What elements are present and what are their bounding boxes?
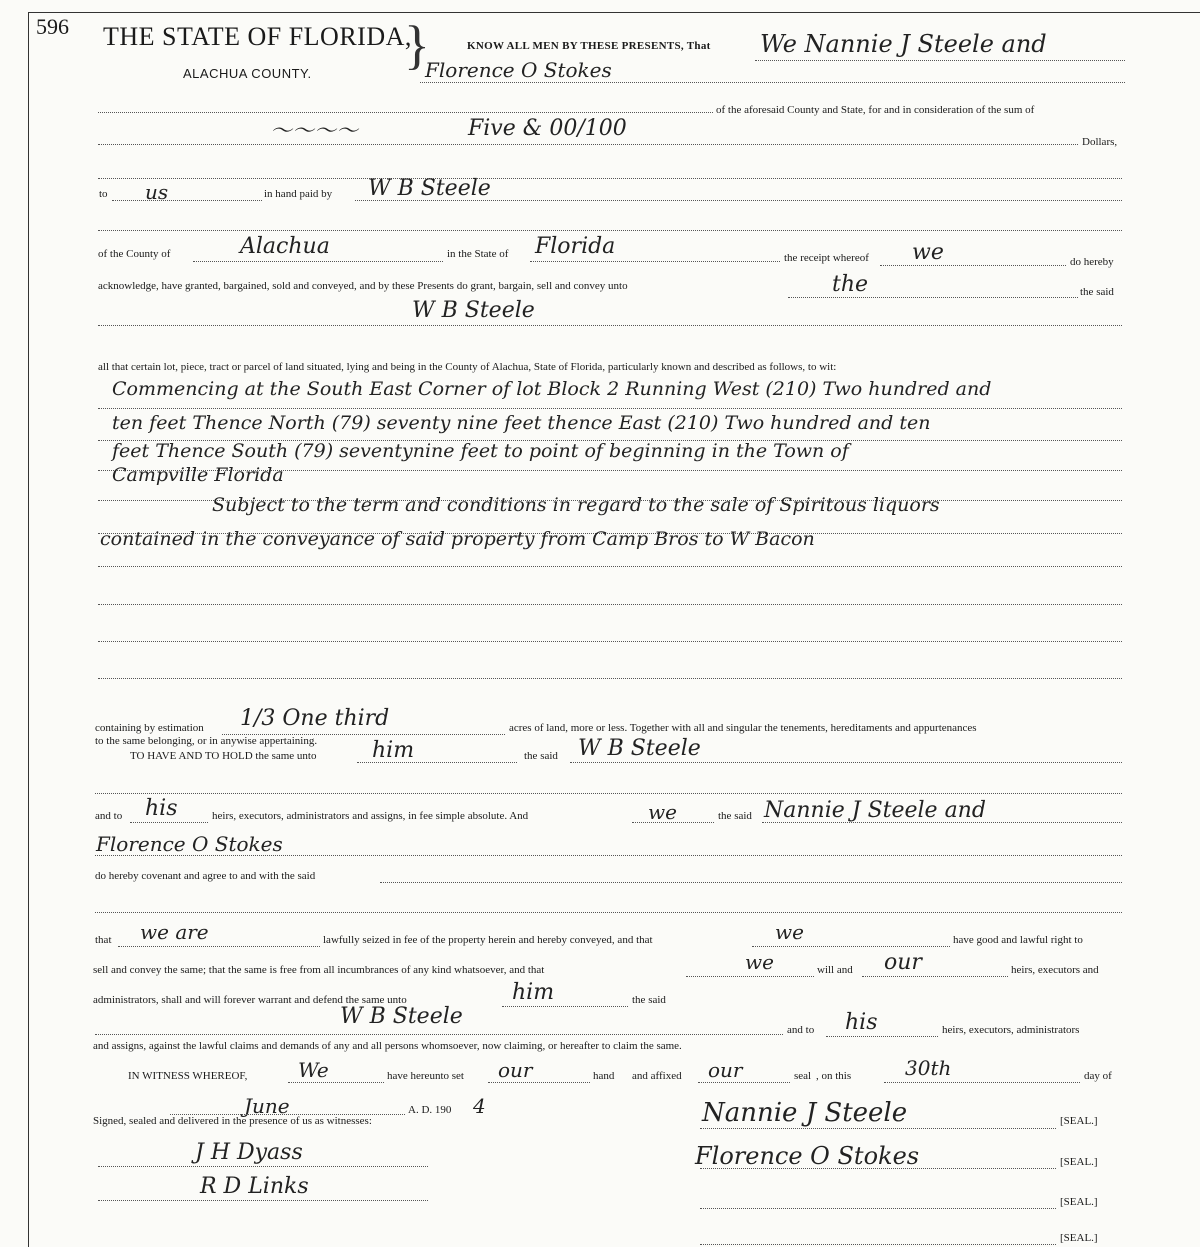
heirs-executors-label: heirs, executors and	[1011, 964, 1099, 976]
seized-we-handwritten: we	[775, 920, 804, 944]
witness-we-handwritten: We	[298, 1058, 329, 1082]
rule	[288, 1082, 384, 1083]
rule	[380, 882, 1122, 883]
habendum-label: TO HAVE AND TO HOLD the same unto	[130, 750, 317, 762]
sum-handwritten: Five & 00/100	[468, 116, 627, 141]
receipt-handwritten: we	[912, 240, 944, 265]
estimation-label: containing by estimation	[95, 722, 204, 734]
witness-our2-handwritten: our	[708, 1058, 743, 1082]
rule	[755, 60, 1125, 61]
rule	[98, 408, 1122, 409]
seal-2: [SEAL.]	[1060, 1156, 1098, 1168]
know-all-men-text: KNOW ALL MEN BY THESE PRESENTS, That	[467, 40, 711, 52]
seized-text: lawfully seized in fee of the property herein and hereby conveyed, and that	[323, 934, 653, 946]
and-to-label: and to	[95, 810, 123, 822]
grantors-handwritten-1: We Nannie J Steele and	[760, 30, 1047, 58]
to-handwritten: us	[145, 180, 169, 204]
rule	[130, 822, 208, 823]
habendum-unto-handwritten: him	[372, 738, 415, 763]
grant-text: acknowledge, have granted, bargained, sold and conveyed, and by these Presents do grant, bargain, sell and convey unto	[98, 280, 628, 292]
warrant-him-handwritten: him	[512, 980, 555, 1005]
rule	[98, 178, 1122, 179]
state-of-label: in the State of	[447, 248, 509, 260]
rule	[95, 855, 1122, 856]
signature-1: Nannie J Steele	[702, 1098, 908, 1128]
seized-we-are-handwritten: we are	[140, 920, 209, 944]
heirs-his-handwritten: his	[145, 796, 178, 821]
rule	[700, 1244, 1056, 1245]
will-and-label: will and	[817, 964, 853, 976]
rule	[530, 261, 780, 262]
paid-by-label: in hand paid by	[264, 188, 333, 200]
ad-label: A. D. 190	[408, 1104, 452, 1116]
rule	[98, 112, 713, 113]
witness-month-handwritten: June	[244, 1094, 290, 1118]
paid-by-handwritten: W B Steele	[368, 176, 491, 201]
rule	[98, 230, 1122, 231]
warrant-his-handwritten: his	[845, 1010, 878, 1035]
affixed-label: and affixed	[632, 1070, 682, 1082]
signed-sealed-text: Signed, sealed and delivered in the presence of us as witnesses:	[93, 1115, 372, 1127]
appurtenances-text: to the same belonging, or in anywise appertaining.	[95, 735, 318, 747]
rule	[98, 1200, 428, 1201]
estimation-handwritten: 1/3 One third	[240, 706, 390, 731]
description-line-1: Commencing at the South East Corner of lot Block 2 Running West (210) Two hundred and	[112, 378, 992, 400]
rule	[700, 1208, 1056, 1209]
unto-handwritten: the	[832, 272, 869, 297]
warrant-text: administrators, shall and will forever warrant and defend the same unto	[93, 994, 407, 1006]
witness-signature-2: R D Links	[200, 1174, 309, 1199]
habendum-the-said: the said	[524, 750, 558, 762]
rule	[98, 641, 1122, 642]
rule	[700, 1168, 1056, 1169]
habendum-name-handwritten: W B Steele	[578, 736, 701, 761]
dollars-label: Dollars,	[1082, 136, 1118, 148]
heirs-we-handwritten: we	[648, 800, 677, 824]
heirs-names-handwritten: Nannie J Steele and	[764, 798, 986, 823]
rule	[826, 1036, 938, 1037]
description-line-3: feet Thence South (79) seventynine feet to point of beginning in the Town of	[112, 440, 849, 462]
rule	[862, 976, 1008, 977]
seal-3: [SEAL.]	[1060, 1196, 1098, 1208]
consideration-text: of the aforesaid County and State, for and in consideration of the sum of	[716, 104, 1035, 116]
to-label: to	[99, 188, 108, 200]
rule	[98, 1166, 428, 1167]
brace-mark: }	[404, 15, 430, 75]
witness-signature-1: J H Dyass	[195, 1140, 303, 1165]
do-hereby-label: do hereby	[1070, 256, 1114, 268]
description-line-6: contained in the conveyance of said property from Camp Bros to W Bacon	[100, 528, 815, 550]
rule	[488, 1082, 590, 1083]
page-number: 596	[36, 14, 69, 39]
warrant-name-handwritten: W B Steele	[340, 1004, 463, 1029]
rule	[884, 1082, 1080, 1083]
rule	[502, 1006, 628, 1007]
rule	[420, 82, 1125, 83]
witness-day-handwritten: 30th	[905, 1056, 952, 1080]
witness-year-handwritten: 4	[473, 1094, 486, 1118]
rule	[700, 1128, 1056, 1129]
warrant-assigns-text: and assigns, against the lawful claims and demands of any and all persons whomsoever, now claiming, or hereafter to claim the same.	[93, 1040, 682, 1052]
have-set-label: have hereunto set	[387, 1070, 464, 1082]
description-line-4: Campville Florida	[112, 464, 284, 486]
rule	[752, 946, 950, 947]
rule	[118, 946, 320, 947]
description-line-2: ten feet Thence North (79) seventy nine feet thence East (210) Two hundred and ten	[112, 412, 931, 434]
page-border-left	[28, 12, 29, 1247]
that-label: that	[95, 934, 112, 946]
rule	[686, 976, 814, 977]
signature-2: Florence O Stokes	[695, 1142, 920, 1170]
seal-1: [SEAL.]	[1060, 1115, 1098, 1127]
rule	[98, 566, 1122, 567]
sell-we-handwritten: we	[745, 950, 774, 974]
rule	[98, 678, 1122, 679]
witness-our1-handwritten: our	[498, 1058, 533, 1082]
on-this-label: , on this	[816, 1070, 852, 1082]
rule	[788, 297, 1078, 298]
rule	[95, 1034, 783, 1035]
page-border-top	[28, 12, 1200, 13]
state-handwritten: Florida	[535, 234, 616, 259]
county-title: ALACHUA COUNTY.	[183, 66, 312, 81]
covenant-text: do hereby covenant and agree to and with the said	[95, 870, 316, 882]
the-said-label: the said	[1080, 286, 1114, 298]
rule	[112, 200, 262, 201]
warrant-the-said: the said	[632, 994, 666, 1006]
description-line-5: Subject to the term and conditions in regard to the sale of Spiritous liquors	[212, 494, 940, 516]
rule	[880, 265, 1066, 266]
sell-our-handwritten: our	[884, 950, 922, 975]
grantors-handwritten-2: Florence O Stokes	[425, 58, 612, 82]
county-handwritten: Alachua	[240, 234, 330, 259]
sell-text: sell and convey the same; that the same is free from all incumbrances of any kind whatsoever, and that	[93, 964, 545, 976]
have-right-text: have good and lawful right to	[953, 934, 1083, 946]
rule	[570, 762, 1122, 763]
rule	[98, 604, 1122, 605]
heirs-the-said: the said	[718, 810, 752, 822]
seal-label: seal	[794, 1070, 812, 1082]
county-of-label: of the County of	[98, 248, 171, 260]
rule	[698, 1082, 790, 1083]
rule	[95, 793, 1122, 794]
estimation-text: acres of land, more or less. Together with all and singular the tenements, hereditaments and appurtenances	[509, 722, 977, 734]
land-text: all that certain lot, piece, tract or parcel of land situated, lying and being in the County of Alachua, State of Florida, particularly known and described as follows, to wit:	[98, 361, 837, 373]
day-of-label: day of	[1084, 1070, 1112, 1082]
rule	[193, 261, 443, 262]
grantee-handwritten: W B Steele	[412, 298, 535, 323]
rule	[95, 912, 1122, 913]
warrant-and-to: and to	[787, 1024, 815, 1036]
state-title: THE STATE OF FLORIDA,	[103, 22, 412, 51]
witness-label: IN WITNESS WHEREOF,	[128, 1070, 248, 1082]
heirs-names2-handwritten: Florence O Stokes	[96, 832, 283, 856]
receipt-label: the receipt whereof	[784, 252, 869, 264]
warrant-heirs-text: heirs, executors, administrators	[942, 1024, 1080, 1036]
hand-label: hand	[593, 1070, 615, 1082]
rule	[98, 144, 1078, 145]
heirs-text: heirs, executors, administrators and assigns, in fee simple absolute. And	[212, 810, 529, 822]
sum-flourish: 〜〜〜〜	[270, 119, 359, 144]
seal-4: [SEAL.]	[1060, 1232, 1098, 1244]
rule	[98, 325, 1122, 326]
